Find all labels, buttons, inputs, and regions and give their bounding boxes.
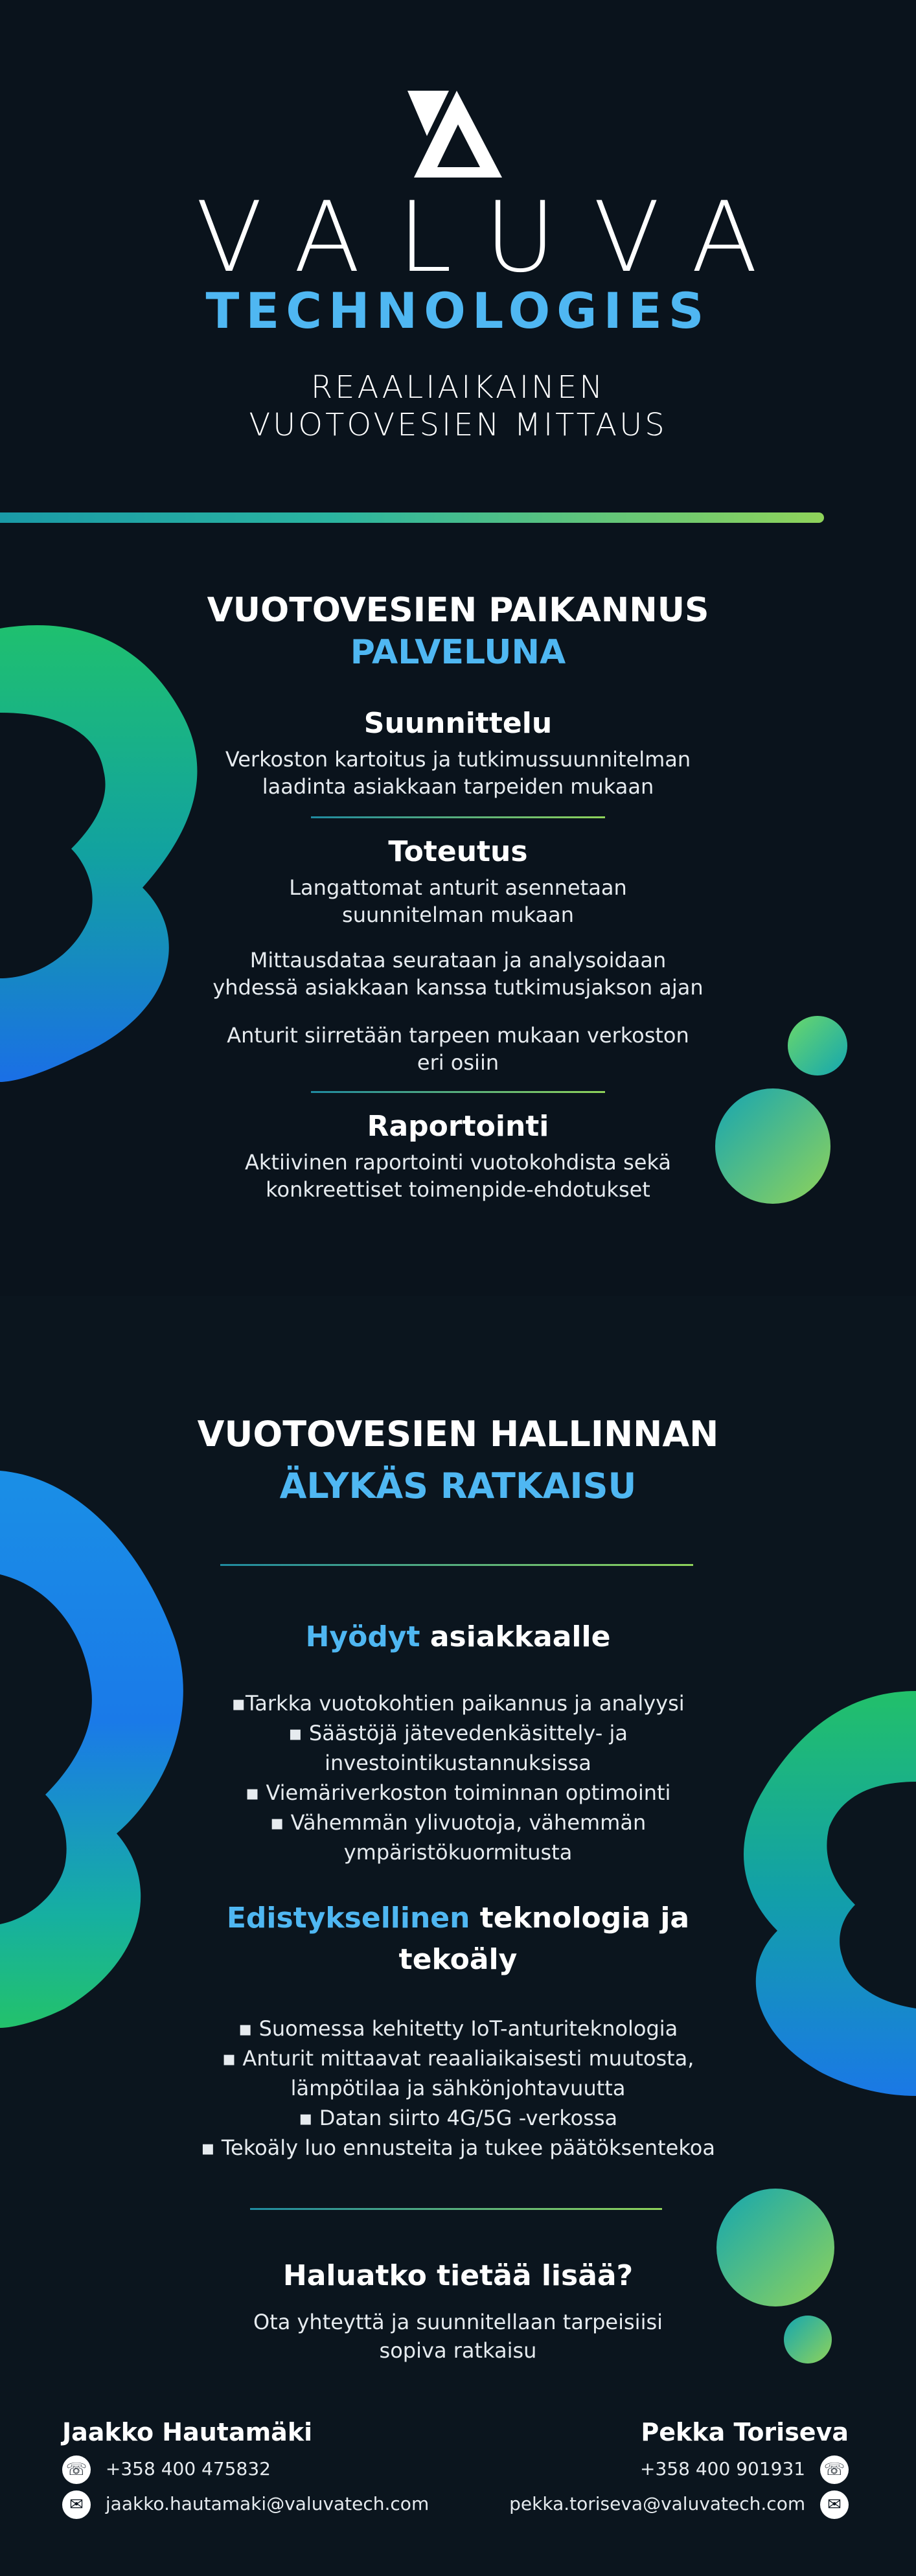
contact-2-name: Pekka Toriseva [641, 2418, 849, 2446]
benefit-line: ▪ Säästöjä jätevedenkäsittely- ja [288, 1721, 628, 1745]
brand-name: VALUVA [196, 181, 796, 294]
contact-1-email[interactable]: jaakko.hautamaki@valuvatech.com [105, 2493, 429, 2514]
contact-1-phone-row [62, 2455, 271, 2484]
planning-text-line1: Verkoston kartoitus ja tutkimussuunnitelman [225, 747, 691, 772]
solution-title-line2: ÄLYKÄS RATKAISU [279, 1466, 637, 1506]
reporting-title: Raportointi [367, 1110, 549, 1143]
benefit-line: ▪Tarkka vuotokohtien paikannus ja analyysi [231, 1691, 685, 1716]
contact-1-name: Jaakko Hautamäki [62, 2418, 313, 2446]
contact-2-phone-row [640, 2455, 849, 2484]
brand-sub: TECHNOLOGIES [205, 282, 711, 339]
execution-p2-line2: yhdessä asiakkaan kanssa tutkimusjakson ajan [212, 975, 704, 1000]
divider-1 [311, 816, 605, 818]
execution-p3-line2: eri osiin [417, 1050, 499, 1075]
contact-1-email-row [62, 2490, 429, 2519]
tech-title-line1 [0, 1901, 916, 1936]
tech-title-rest: teknologia ja [470, 1902, 690, 1935]
reporting-text-line1: Aktiivinen raportointi vuotokohdista sekä [244, 1150, 672, 1175]
execution-p2-line1: Mittausdataa seurataan ja analysoidaan [249, 948, 667, 972]
tech-line: ▪ Datan siirto 4G/5G -verkossa [298, 2106, 618, 2130]
cta-text-line2: sopiva ratkaisu [379, 2338, 537, 2363]
email-icon: ✉ [62, 2490, 91, 2519]
benefit-line: ▪ Vähemmän ylivuotoja, vähemmän [269, 1810, 647, 1835]
tagline-line2: VUOTOVESIEN MITTAUS [249, 407, 667, 443]
tech-line: ▪ Suomessa kehitetty IoT-anturiteknologia [238, 2016, 678, 2041]
tech-line: lämpötilaa ja sähkönjohtavuutta [290, 2076, 626, 2100]
cta-title: Haluatko tietää lisää? [282, 2259, 634, 2292]
contact-2-email[interactable]: pekka.toriseva@valuvatech.com [509, 2493, 806, 2514]
contact-2-email-row [509, 2490, 849, 2519]
divider-2 [311, 1091, 605, 1093]
tech-title-accent: Edistyksellinen [226, 1902, 470, 1935]
contact-2-phone[interactable]: +358 400 901931 [640, 2458, 806, 2479]
benefits-list [0, 1688, 916, 1867]
execution-p1-line1: Langattomat anturit asennetaan [289, 875, 627, 900]
email-icon: ✉ [820, 2490, 849, 2519]
tech-list [0, 2014, 916, 2163]
divider-3 [220, 1564, 693, 1566]
execution-p1-line2: suunnitelman mukaan [342, 903, 574, 927]
service-title-line2: PALVELUNA [350, 633, 566, 672]
execution-p3-line1: Anturit siirretään tarpeen mukaan verkoston [227, 1023, 689, 1048]
benefit-line: ▪ Viemäriverkoston toiminnan optimointi [245, 1780, 671, 1805]
benefits-title-rest: asiakkaalle [420, 1620, 611, 1653]
decor-circle-small [788, 1016, 847, 1075]
valuva-logo-icon [407, 91, 502, 178]
contact-1-phone[interactable]: +358 400 475832 [105, 2458, 271, 2479]
tech-line: ▪ Tekoäly luo ennusteita ja tukee päätöksentekoa [201, 2135, 715, 2160]
planning-title: Suunnittelu [363, 707, 553, 740]
service-title-line1: VUOTOVESIEN PAIKANNUS [207, 591, 709, 630]
benefits-title [0, 1620, 916, 1655]
benefits-title-accent: Hyödyt [305, 1620, 420, 1653]
divider-4 [250, 2208, 662, 2210]
planning-text-line2: laadinta asiakkaan tarpeiden mukaan [262, 774, 654, 799]
tech-line: ▪ Anturit mittaavat reaaliaikaisesti muutosta, [222, 2046, 694, 2071]
solution-title-line1: VUOTOVESIEN HALLINNAN [197, 1414, 719, 1455]
header-divider [0, 512, 824, 523]
tech-title-line2: tekoäly [398, 1943, 518, 1976]
cta-text-line1: Ota yhteyttä ja suunnitellaan tarpeisiisi [253, 2310, 663, 2334]
reporting-text-line2: konkreettiset toimenpide-ehdotukset [266, 1177, 650, 1202]
execution-title: Toteutus [388, 835, 528, 868]
benefit-line: investointikustannuksissa [325, 1751, 591, 1775]
tagline-line1: REAALIAIKAINEN [310, 369, 606, 406]
phone-icon: ☏ [62, 2455, 91, 2484]
benefit-line: ympäristökuormitusta [343, 1840, 573, 1865]
phone-icon: ☏ [820, 2455, 849, 2484]
